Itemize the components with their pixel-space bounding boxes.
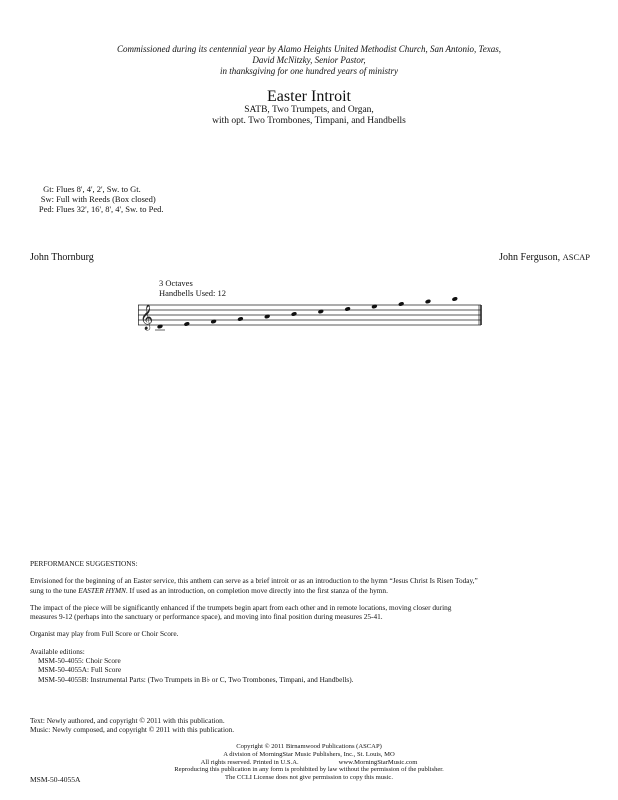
text-credit: Text: Newly authored, and copyright © 2011 with this publication. (30, 716, 225, 725)
subtitle-line: with opt. Two Trombones, Timpani, and Handbells (212, 116, 406, 126)
handbell-note (210, 319, 217, 324)
catalog-number: MSM-50-4055A (30, 775, 81, 784)
edition-item: MSM-50-4055: Choir Score (38, 656, 121, 666)
hymn-tune-name: EASTER HYMN (78, 585, 126, 595)
editions-heading: Available editions: (30, 646, 85, 656)
copyright-line (0, 759, 618, 767)
dedication (0, 44, 618, 77)
text-author: John Thornburg (30, 252, 94, 263)
performance-paragraph (30, 586, 590, 595)
handbells-used: Handbells Used: 12 (159, 288, 227, 298)
handbell-staff (138, 296, 482, 336)
registration-text: Flues 32', 16', 8', 4', Sw. to Ped. (56, 204, 164, 214)
handbell-note (452, 296, 459, 301)
registration-label: Ped: (38, 204, 54, 214)
performance-paragraph: Envisioned for the beginning of an Easter service, this anthem can serve as a brief introit or as an introduction to the hymn “Jesus Christ Is Risen Today,” (30, 576, 478, 586)
dedication-line: David McNitzky, Senior Pastor, (252, 55, 366, 65)
handbell-note (425, 299, 432, 304)
credits (30, 716, 234, 734)
handbell-note (157, 324, 164, 329)
composer-name: John Ferguson, (499, 252, 561, 263)
performance-text: sung to the tune (30, 585, 79, 595)
dedication-line: in thanksgiving for one hundred years of ministry (220, 66, 398, 76)
handbell-note (398, 301, 405, 306)
copyright-line: Reproducing this publication in any form is prohibited by law without the permission of the publisher. (174, 766, 444, 774)
handbell-note (184, 321, 191, 326)
copyright-notice (0, 743, 618, 782)
edition-item: MSM-50-4055B: Instrumental Parts: (Two Trumpets in B♭ or C, Two Trombones, Timpani, and Handbells). (38, 674, 354, 684)
publisher-website: www.MorningStarMusic.com (338, 758, 418, 766)
registration-label: Sw: (40, 194, 54, 204)
handbell-note (291, 311, 298, 316)
registration-label: Gt: (43, 184, 54, 194)
handbell-note (344, 306, 351, 311)
copyright-line: A division of MorningStar Music Publishers, Inc., St. Louis, MO (223, 750, 395, 758)
subtitle (0, 105, 618, 127)
registration-line (30, 204, 163, 214)
performance-paragraph: measures 9-12 (perhaps into the sanctuary or performance space), and moving into final position during measures 25-41. (30, 612, 383, 622)
performance-suggestions (30, 559, 590, 684)
copyright-line: Copyright © 2011 Birnamwood Publications (ASCAP) (236, 743, 382, 750)
composer (499, 252, 590, 263)
copyright-line: The CCLI License does not give permission to copy this music. (225, 774, 393, 782)
handbells-info (159, 278, 226, 298)
performance-paragraph: The impact of the piece will be significantly enhanced if the trumpets begin apart from each other and in remote locations, moving closer during (30, 602, 452, 612)
handbell-note (371, 304, 378, 309)
performance-paragraph: Organist may play from Full Score or Choir Score. (30, 629, 179, 639)
composer-affiliation: ASCAP (562, 252, 590, 262)
page-title: Easter Introit (267, 88, 351, 105)
treble-clef-icon: 𝄞 (140, 305, 154, 330)
handbell-note (237, 316, 244, 321)
handbells-octaves: 3 Octaves (159, 278, 193, 288)
registration-text: Full with Reeds (Box closed) (56, 194, 156, 204)
performance-heading: PERFORMANCE SUGGESTIONS: (30, 559, 138, 568)
registration-line (30, 184, 163, 194)
handbell-note (318, 309, 325, 314)
handbell-note (264, 314, 271, 319)
registration-line (30, 194, 163, 204)
copyright-text: All rights reserved. Printed in U.S.A. (200, 758, 299, 766)
performance-text: . If used as an introduction, on completion move directly into the first stanza of the hymn. (125, 585, 388, 595)
subtitle-line: SATB, Two Trumpets, and Organ, (244, 105, 374, 115)
music-credit: Music: Newly composed, and copyright © 2011 with this publication. (30, 725, 235, 735)
staff-lines (138, 305, 481, 325)
edition-item: MSM-50-4055A: Full Score (38, 665, 122, 675)
dedication-line: Commissioned during its centennial year by Alamo Heights United Methodist Church, San Antonio, Texas, (117, 44, 501, 54)
registration-text: Flues 8', 4', 2', Sw. to Gt. (56, 184, 141, 194)
organ-registration (30, 184, 163, 214)
